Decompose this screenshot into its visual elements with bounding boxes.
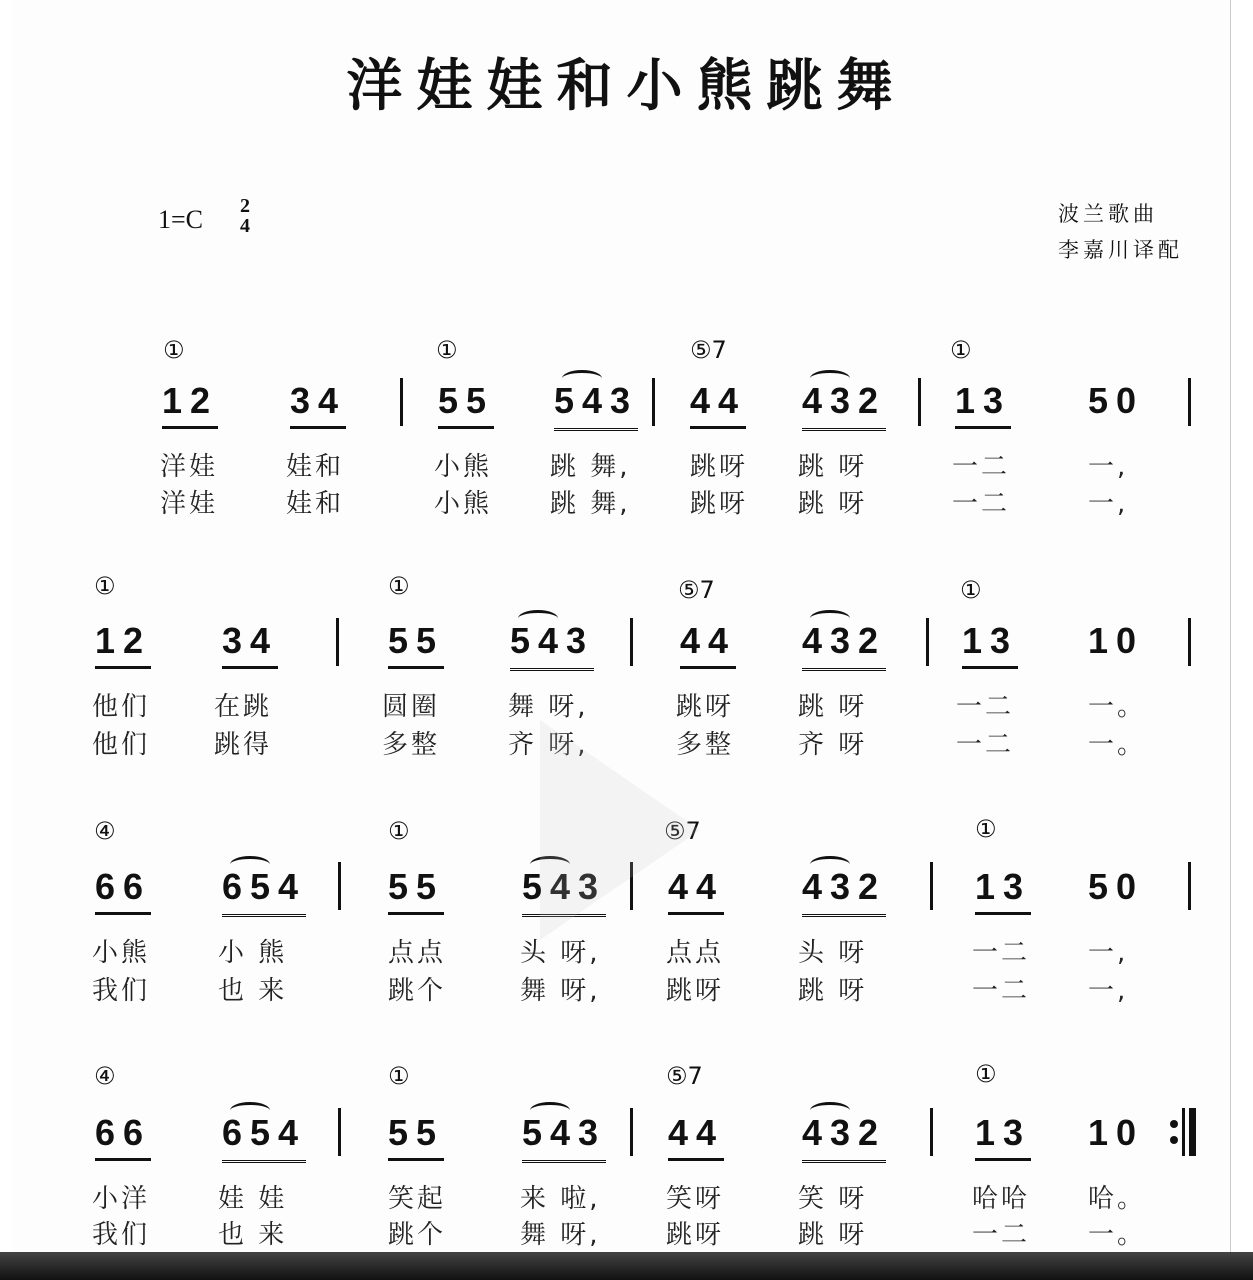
lyric: 一, [1088, 452, 1129, 482]
translator-credit: 李嘉川译配 [1058, 238, 1183, 262]
lyric: 娃和 [286, 489, 345, 519]
lyric: 小熊 [434, 489, 493, 519]
lyric: 也 来 [218, 976, 288, 1006]
note-group: 50 [1088, 380, 1145, 421]
lyric: 娃和 [286, 452, 345, 482]
note-group: 10 [1088, 620, 1145, 661]
chord-marker: ① [388, 572, 410, 600]
lyric: 跳 呀 [798, 1220, 868, 1250]
lyric: 跳 呀 [798, 489, 868, 519]
lyric: 哈哈 [972, 1184, 1031, 1214]
note-group: 13 [975, 1112, 1031, 1161]
note-group: 543 [522, 1112, 606, 1163]
chord-marker: ① [163, 336, 185, 364]
lyric: 笑起 [388, 1184, 447, 1214]
play-icon[interactable] [540, 720, 700, 940]
bar-line [1188, 618, 1191, 666]
bar-line [1188, 862, 1191, 910]
bar-line [336, 618, 339, 666]
note-group: 654 [222, 1112, 306, 1163]
chord-marker: ① [960, 576, 982, 604]
chord-marker: ⑤7 [690, 336, 727, 364]
lyric: 多整 [382, 730, 441, 760]
bar-line [1188, 378, 1191, 426]
lyric: 一, [1088, 976, 1129, 1006]
note-group: 66 [95, 866, 151, 915]
lyric: 小熊 [434, 452, 493, 482]
key-signature: 1=C [158, 205, 204, 234]
time-sig-bottom: 4 [240, 215, 250, 237]
lyric: 我们 [92, 976, 151, 1006]
lyric: 齐 呀, [508, 730, 589, 760]
chord-marker: ① [975, 815, 997, 843]
lyric: 跳呀 [676, 692, 735, 722]
lyric: 一, [1088, 938, 1129, 968]
lyric: 跳个 [388, 976, 447, 1006]
chord-marker: ① [388, 1062, 410, 1090]
chord-marker: ⑤7 [664, 817, 701, 845]
bar-line [652, 378, 655, 426]
lyric: 他们 [92, 692, 151, 722]
lyric: 一。 [1088, 730, 1147, 760]
lyric: 头 呀, [520, 938, 601, 968]
lyric: 一二 [972, 976, 1031, 1006]
chord-marker: ① [950, 336, 972, 364]
note-group: 50 [1088, 866, 1145, 907]
lyric: 点点 [388, 938, 447, 968]
lyric: 笑 呀 [798, 1184, 868, 1214]
chord-marker: ① [388, 817, 410, 845]
score-sheet [12, 0, 1231, 1252]
lyric: 洋娃 [160, 452, 219, 482]
lyric: 在跳 [214, 692, 273, 722]
lyric: 小熊 [92, 938, 151, 968]
lyric: 齐 呀 [798, 730, 868, 760]
composer-credit: 波兰歌曲 [1058, 202, 1158, 226]
note-group: 13 [975, 866, 1031, 915]
chord-marker: ① [94, 572, 116, 600]
lyric: 圆圈 [382, 692, 441, 722]
lyric: 一二 [972, 938, 1031, 968]
lyric: 舞 呀, [508, 692, 589, 722]
bar-line [338, 1108, 341, 1156]
lyric: 跳 呀 [798, 692, 868, 722]
time-sig-top: 2 [240, 195, 250, 217]
note-group: 432 [802, 1112, 886, 1163]
lyric: 多整 [676, 730, 735, 760]
lyric: 跳呀 [666, 976, 725, 1006]
note-group: 543 [554, 380, 638, 431]
lyric: 跳呀 [666, 1220, 725, 1250]
lyric: 一二 [952, 489, 1011, 519]
chord-marker: ① [975, 1060, 997, 1088]
note-group: 55 [388, 620, 444, 669]
note-group: 432 [802, 380, 886, 431]
lyric: 洋娃 [160, 489, 219, 519]
note-group: 10 [1088, 1112, 1145, 1153]
lyric: 跳 呀 [798, 976, 868, 1006]
chord-marker: ⑤7 [678, 576, 715, 604]
lyric: 一。 [1088, 1220, 1147, 1250]
lyric: 跳呀 [690, 489, 749, 519]
note-group: 12 [162, 380, 218, 429]
lyric: 他们 [92, 730, 151, 760]
lyric: 小洋 [92, 1184, 151, 1214]
bar-line [630, 618, 633, 666]
lyric: 头 呀 [798, 938, 868, 968]
lyric: 也 来 [218, 1220, 288, 1250]
lyric: 一。 [1088, 692, 1147, 722]
note-group: 432 [802, 866, 886, 917]
bar-line [918, 378, 921, 426]
note-group: 13 [955, 380, 1011, 429]
note-group: 44 [668, 866, 724, 915]
song-title: 洋娃娃和小熊跳舞 [346, 53, 907, 119]
bar-line [400, 378, 403, 426]
lyric: 跳呀 [690, 452, 749, 482]
bar-line [630, 1108, 633, 1156]
lyric: 小 熊 [218, 938, 288, 968]
chord-marker: ① [436, 336, 458, 364]
lyric: 一二 [956, 692, 1015, 722]
note-group: 34 [222, 620, 278, 669]
note-group: 34 [290, 380, 346, 429]
note-group: 654 [222, 866, 306, 917]
lyric: 跳得 [214, 730, 273, 760]
lyric: 一二 [956, 730, 1015, 760]
lyric: 一二 [952, 452, 1011, 482]
lyric: 娃 娃 [218, 1184, 288, 1214]
note-group: 66 [95, 1112, 151, 1161]
lyric: 笑呀 [666, 1184, 725, 1214]
note-group: 44 [680, 620, 736, 669]
note-group: 543 [522, 866, 606, 917]
video-control-bar[interactable] [0, 1252, 1253, 1280]
lyric: 来 啦, [520, 1184, 601, 1214]
chord-marker: ④ [94, 817, 116, 845]
lyric: 跳 舞, [550, 452, 631, 482]
lyric: 跳 呀 [798, 452, 868, 482]
time-signature [240, 196, 250, 236]
repeat-end-sign [1168, 1108, 1198, 1156]
bar-line [926, 618, 929, 666]
note-group: 44 [668, 1112, 724, 1161]
note-group: 432 [802, 620, 886, 671]
note-group: 55 [388, 1112, 444, 1161]
lyric: 跳 舞, [550, 489, 631, 519]
lyric: 点点 [666, 938, 725, 968]
bar-line [338, 862, 341, 910]
note-group: 543 [510, 620, 594, 671]
note-group: 12 [95, 620, 151, 669]
repeat-icon [1168, 1108, 1198, 1156]
note-group: 55 [388, 866, 444, 915]
lyric: 哈。 [1088, 1184, 1147, 1214]
bar-line [930, 1108, 933, 1156]
lyric: 跳个 [388, 1220, 447, 1250]
chord-marker: ⑤7 [666, 1062, 703, 1090]
chord-marker: ④ [94, 1062, 116, 1090]
note-group: 13 [962, 620, 1018, 669]
lyric: 舞 呀, [520, 976, 601, 1006]
note-group: 44 [690, 380, 746, 429]
note-group: 55 [438, 380, 494, 429]
lyric: 舞 呀, [520, 1220, 601, 1250]
lyric: 一二 [972, 1220, 1031, 1250]
lyric: 一, [1088, 489, 1129, 519]
lyric: 我们 [92, 1220, 151, 1250]
bar-line [930, 862, 933, 910]
